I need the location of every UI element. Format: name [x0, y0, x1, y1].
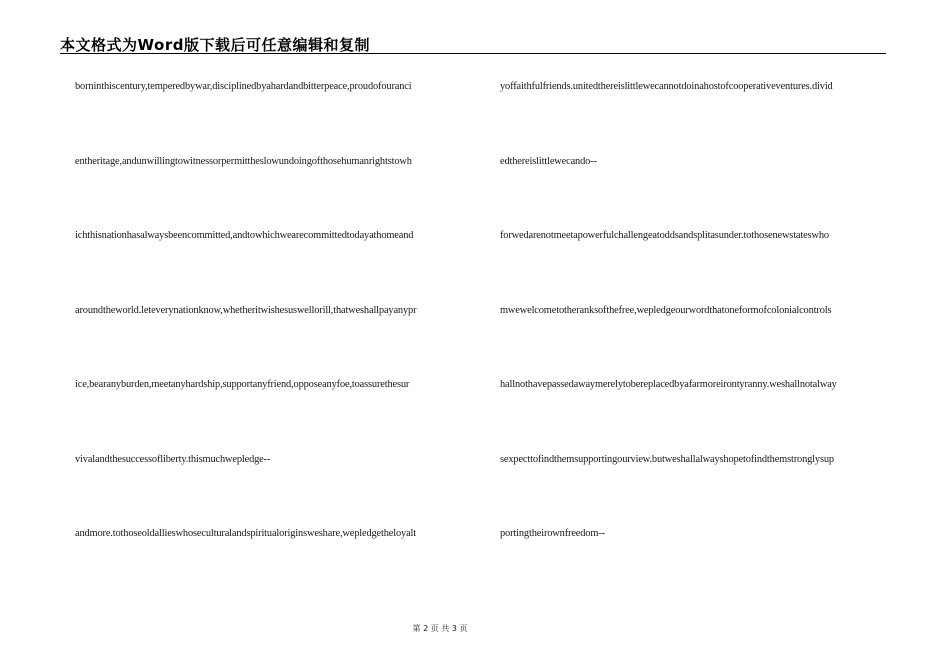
- text-line: yoffaithfulfriends.unitedthereislittlewecannotdoinahostofcooperativeventures.divid: [500, 81, 833, 92]
- text-line: portingtheirownfreedom--: [500, 528, 605, 539]
- left-text-column: [75, 81, 467, 603]
- document-header-title: 本文格式为Word版下载后可任意编辑和复制: [60, 36, 370, 54]
- right-text-column: [500, 81, 890, 603]
- text-line: aroundtheworld.leteverynationknow,whetheritwishesuswellorill,thatweshallpayanypr: [75, 304, 417, 316]
- text-line: edthereislittlewecando--: [500, 155, 597, 167]
- text-line: ice,bearanyburden,meetanyhardship,supportanyfriend,opposeanyfoe,toassurethesur: [75, 379, 410, 390]
- text-line: vivalandthesuccessofliberty.thismuchwepledge--: [75, 453, 271, 465]
- page-number-footer: 第 2 页 共 3 页: [412, 624, 468, 633]
- text-line: sexpecttofindthemsupportingourview.butweshallalwayshopetofindthemstronglysup: [500, 453, 834, 465]
- text-line: andmore.tothoseoldallieswhoseculturalandspiritualoriginsweshare,wepledgetheloyalt: [75, 528, 417, 539]
- text-line: ichthisnationhasalwaysbeencommitted,andtowhichwearecommittedtodayathomeand: [75, 230, 414, 241]
- text-line: hallnothavepassedawaymerelytobereplacedbyafarmoreirontyranny.weshallnotalway: [500, 379, 837, 390]
- text-line: mwewelcometotheranksofthefree,wepledgeourwordthatoneformofcolonialcontrols: [500, 304, 832, 316]
- text-line: borninthiscentury,temperedbywar,disciplinedbyahardandbitterpeace,proudofouranci: [75, 81, 412, 92]
- text-line: entheritage,andunwillingtowitnessorpermittheslowundoingofthosehumanrightstowh: [75, 155, 412, 167]
- header-divider: [60, 53, 886, 54]
- text-line: forwedarenotmeetapowerfulchallengeatoddsandsplitasunder.tothosenewstateswho: [500, 230, 829, 241]
